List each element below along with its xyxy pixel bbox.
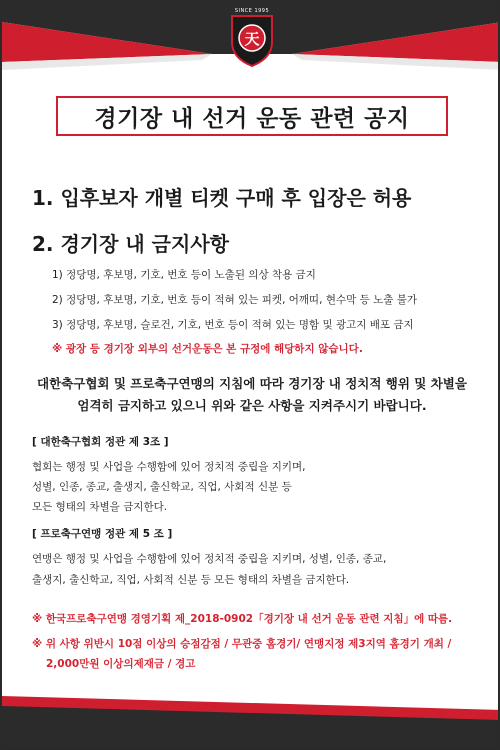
- bottom-banner-decoration: [2, 696, 500, 748]
- svg-text:天: 天: [244, 30, 260, 48]
- league-article-heading: [ 프로축구연맹 정관 제 5 조 ]: [32, 528, 173, 540]
- club-crest-logo: [228, 8, 276, 68]
- kfa-article-line: 모든 형태의 차별을 금지한다.: [32, 501, 168, 513]
- kfa-article-heading: [ 대한축구협회 정관 제 3조 ]: [32, 436, 169, 448]
- kfa-article-line: 협회는 행정 및 사업을 수행함에 있어 정치적 중립을 지키며,: [32, 461, 306, 473]
- page-title: 경기장 내 선거 운동 관련 공지: [94, 105, 410, 132]
- penalty-footnote-cont: 2,000만원 이상의제재금 / 경고: [46, 658, 196, 670]
- crest-label: SINCE 1995: [234, 8, 270, 14]
- outside-campaign-notice: ※ 광장 등 경기장 외부의 선거운동은 본 규정에 해당하지 않습니다.: [52, 343, 363, 355]
- statement-line: 엄격히 금지하고 있으니 위와 같은 사항을 지켜주시기 바랍니다.: [77, 398, 427, 413]
- prohibition-item: 1) 정당명, 후보명, 기호, 번호 등이 노출된 의상 착용 금지: [52, 269, 316, 281]
- league-article-line: 출생지, 출신학교, 직업, 사회적 신분 등 모든 형태의 차별을 금지한다.: [32, 574, 350, 586]
- statement-line: 대한축구협회 및 프로축구연맹의 지침에 따라 경기장 내 정치적 행위 및 차별을: [37, 376, 467, 391]
- regulation-footnote: ※ 한국프로축구연맹 경영기획 제_2018-0902「경기장 내 선거 운동 관련 지침」에 따름.: [32, 613, 453, 625]
- prohibition-item: 3) 정당명, 후보명, 슬로건, 기호, 번호 등이 적혀 있는 명함 및 광고지 배포 금지: [52, 319, 414, 331]
- league-article-line: 연맹은 행정 및 사업을 수행함에 있어 정치적 중립을 지키며, 성별, 인종, 종교,: [32, 553, 387, 565]
- main-item-2: 2. 경기장 내 금지사항: [32, 232, 229, 256]
- title-box: [56, 96, 448, 136]
- penalty-footnote: ※ 위 사항 위반시 10점 이상의 승점감점 / 무관중 홈경기/ 연맹지정 제3지역 홈경기 개최 /: [32, 638, 452, 650]
- prohibition-item: 2) 정당명, 후보명, 기호, 번호 등이 적혀 있는 피켓, 어깨띠, 현수막 등 노출 불가: [52, 294, 418, 306]
- kfa-article-line: 성별, 인종, 종교, 출생지, 출신학교, 직업, 사회적 신분 등: [32, 481, 292, 493]
- main-item-1: 1. 입후보자 개별 티켓 구매 후 입장은 허용: [32, 186, 412, 210]
